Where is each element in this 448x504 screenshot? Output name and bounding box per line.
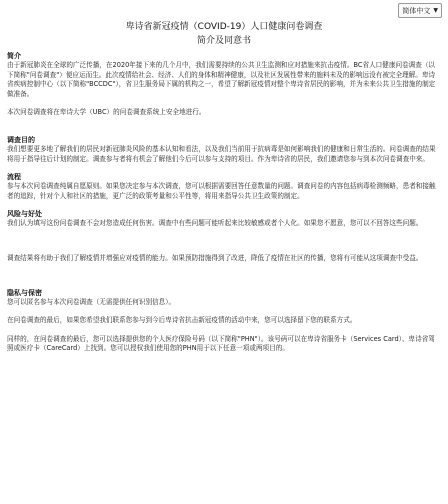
document-header <box>0 20 448 48</box>
privacy-section <box>7 289 437 354</box>
process-heading: 流程 <box>7 173 21 182</box>
risks-section <box>7 210 437 263</box>
document-body <box>7 52 437 358</box>
purpose-heading: 调查目的 <box>7 135 35 144</box>
risks-heading: 风险与好处 <box>7 210 42 219</box>
intro-paragraph-2: 本次问卷调查将在卑诗大学（UBC）的问卷调查系统上安全地进行。 <box>7 108 206 117</box>
purpose-section <box>7 136 437 164</box>
page-subtitle: 简介及同意书 <box>196 36 251 46</box>
purpose-paragraph-1: 我们想要更多地了解我们的居民对新冠肺炎风险的基本认知和看法，以及我们当前用于抗病毒是如何影响我们的健康和日常生活的。问卷调查的结果将用于指导往后计划的制定。调查参与者将有机会了解他们今后可以参与支持的项目。作为卑诗省的居民，我们邀请您参与到本次问卷调查中来。 <box>7 144 436 163</box>
language-select-value: 简体中文 <box>402 6 431 15</box>
intro-heading: 简介 <box>7 52 21 60</box>
risks-paragraph-1: 我们认为填写这份问卷调查不会对您造成任何伤害。调查中有些问题可能听起来比较敏感或者个人化。如果您不愿意，您可以不回答这些问题。 <box>7 219 423 228</box>
intro-section <box>7 52 437 118</box>
privacy-paragraph-3: 同样的，在问卷调查的最后，您可以选择提供您的个人医疗保险号码（以下简称"PHN"）。该号码可以在卑诗省服务卡（Services Card）、卑诗省驾照或医疗卡（CareCard）上找到。您可以授权我们使用您的PHN用于以下任意一项或两项目的。 <box>7 334 435 353</box>
process-section <box>7 173 437 201</box>
risks-paragraph-2: 调查结果将有助于我们了解疫情并增强应对疫情的能力。如果预防措施得到了改进，降低了疫情在社区的传播，您将有可能从这项调查中受益。 <box>7 253 423 262</box>
page-title: 卑诗省新冠疫情（COVID-19）人口健康问卷调查 <box>125 22 323 32</box>
process-paragraph-1: 参与本次问卷调查纯属自愿原则。如果您决定参与本次调查，您可以根据需要回答任意数量的问题。调查问卷的内容包括病毒检测频略，患者和接触者的追踪，针对个人和社区的措施，更广泛的政策考量和公平性等，将用来指导公共卫生政策的制定。 <box>7 182 436 200</box>
intro-paragraph-1: 由于新冠肺炎在全球的广泛传播，在2020年接下来的几个月中，我们需要持续的公共卫生监测和应对措施来抗击疫情。BC省人口健康问卷调查（以下简称"问卷调查"）便应运而生。此次疫情给社会、经济、人们的身体和精神健康，以及社区发展性带来的施料未及的影响远没有被完全理解。卑诗省疾病控制中心（以下简称"BCCDC"），省卫生服务局下属的机构之一，希望了解新冠疫情对整个卑诗省居民的影响，并为未来公共卫生措施的制定做准备。 <box>7 61 436 98</box>
privacy-paragraph-2: 在问卷调查的最后，如果您希望我们联系您参与到今后卑诗省抗击新冠疫情的活动中来，您可以选择留下您的联系方式。 <box>7 316 357 325</box>
privacy-heading: 隐私与保密 <box>7 288 42 297</box>
chevron-down-icon: ▼ <box>433 7 438 14</box>
language-select[interactable] <box>398 3 442 18</box>
privacy-paragraph-1: 您可以匿名参与本次问卷调查（无需提供任何识别信息）。 <box>7 297 176 306</box>
